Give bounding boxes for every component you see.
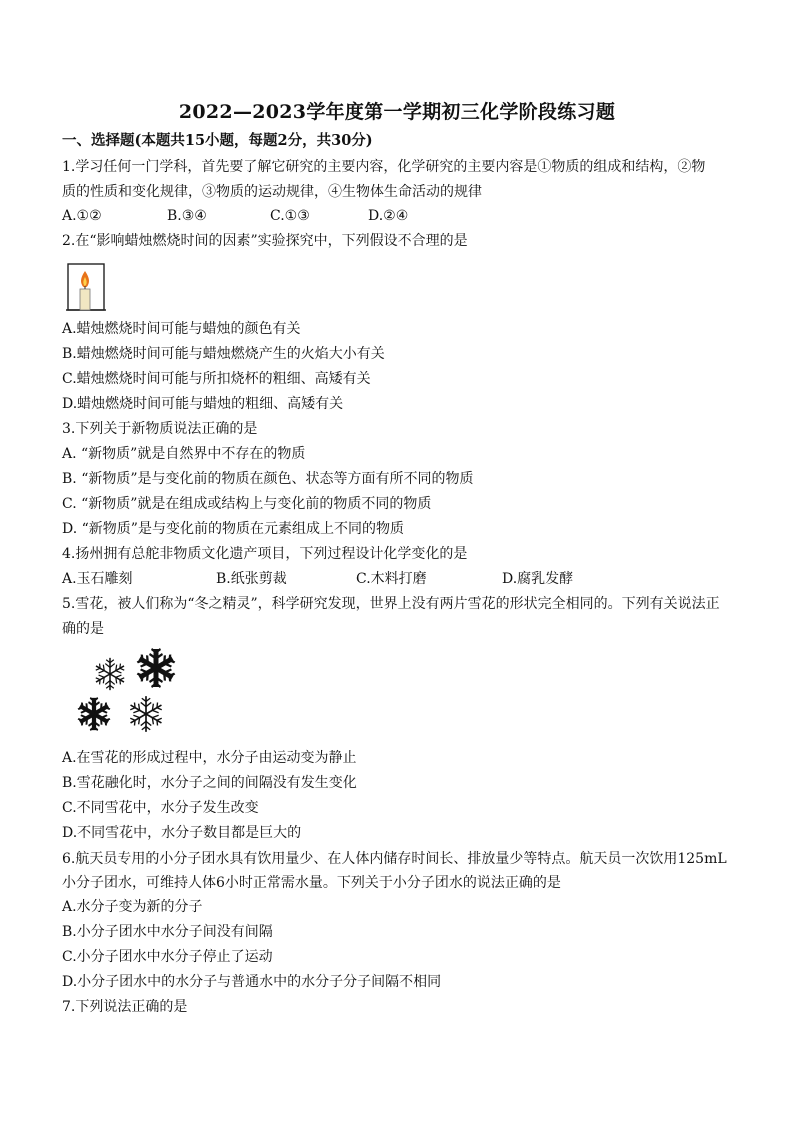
candle — [80, 289, 90, 310]
snowflakes-figure — [74, 646, 178, 738]
q6-option-d: D.小分子团水中的水分子与普通水中的水分子分子间隔不相同 — [62, 974, 442, 990]
q7-stem: 7.下列说法正确的是 — [62, 999, 188, 1015]
candle-beaker-figure — [65, 262, 107, 312]
q4-option-c: C.木料打磨 — [356, 571, 427, 587]
q5-stem-line1: 5.雪花，被人们称为“冬之精灵”，科学研究发现，世界上没有两片雪花的形状完全相同的。下列有关说法正 — [62, 596, 720, 612]
q6-stem-line2: 小分子团水，可维持人体6小时正常需水量。下列关于小分子团水的说法正确的是 — [62, 875, 561, 891]
q4-option-d: D.腐乳发酵 — [502, 571, 574, 587]
q1-option-c: C.①③ — [270, 208, 310, 224]
q3-option-a: A. “新物质”就是自然界中不存在的物质 — [62, 446, 306, 462]
q1-option-a: A.①② — [62, 208, 102, 224]
q5-option-a: A.在雪花的形成过程中，水分子由运动变为静止 — [62, 750, 357, 766]
q5-option-d: D.不同雪花中，水分子数目都是巨大的 — [62, 825, 302, 841]
q3-option-b: B. “新物质”是与变化前的物质在颜色、状态等方面有所不同的物质 — [62, 471, 474, 487]
q2-option-a: A.蜡烛燃烧时间可能与蜡烛的颜色有关 — [62, 321, 301, 337]
q3-option-c: C. “新物质”就是在组成或结构上与变化前的物质不同的物质 — [62, 496, 432, 512]
q3-option-d: D. “新物质”是与变化前的物质在元素组成上不同的物质 — [62, 521, 404, 537]
snowflake-icon — [128, 696, 164, 732]
snowflake-icon — [135, 648, 177, 688]
q4-option-b: B.纸张剪裁 — [216, 571, 287, 587]
q6-option-a: A.水分子变为新的分子 — [62, 899, 203, 915]
snowflake-icon — [94, 658, 127, 690]
q2-stem: 2.在“影响蜡烛燃烧时间的因素”实验探究中，下列假设不合理的是 — [62, 233, 468, 249]
snowflake-icon — [76, 697, 111, 731]
q6-stem-line1: 6.航天员专用的小分子团水具有饮用量少、在人体内储存时间长、排放量少等特点。航天员一次饮用125mL — [62, 851, 727, 867]
q4-stem: 4.扬州拥有总舵非物质文化遗产项目，下列过程设计化学变化的是 — [62, 546, 468, 562]
q5-option-b: B.雪花融化时，水分子之间的间隔没有发生变化 — [62, 775, 357, 791]
q2-option-b: B.蜡烛燃烧时间可能与蜡烛燃烧产生的火焰大小有关 — [62, 346, 385, 362]
q2-option-c: C.蜡烛燃烧时间可能与所扣烧杯的粗细、高矮有关 — [62, 371, 371, 387]
page-title: 2022—2023学年度第一学期初三化学阶段练习题 — [178, 101, 616, 123]
q2-option-d: D.蜡烛燃烧时间可能与蜡烛的粗细、高矮有关 — [62, 396, 344, 412]
q1-stem-line1: 1.学习任何一门学科，首先要了解它研究的主要内容，化学研究的主要内容是①物质的组成和结构，②物 — [62, 159, 706, 175]
q4-option-a: A.玉石雕刻 — [62, 571, 133, 587]
q5-option-c: C.不同雪花中，水分子发生改变 — [62, 800, 259, 816]
q1-option-d: D.②④ — [368, 208, 409, 224]
section-heading: 一、选择题(本题共15小题，每题2分，共30分) — [62, 132, 373, 149]
q5-stem-line2: 确的是 — [62, 621, 104, 637]
q1-option-b: B.③④ — [167, 208, 207, 224]
q1-stem-line2: 质的性质和变化规律，③物质的运动规律，④生物体生命活动的规律 — [62, 184, 482, 200]
q6-option-c: C.小分子团水中水分子停止了运动 — [62, 949, 273, 965]
q6-option-b: B.小分子团水中水分子间没有间隔 — [62, 924, 273, 940]
q3-stem: 3.下列关于新物质说法正确的是 — [62, 421, 258, 437]
